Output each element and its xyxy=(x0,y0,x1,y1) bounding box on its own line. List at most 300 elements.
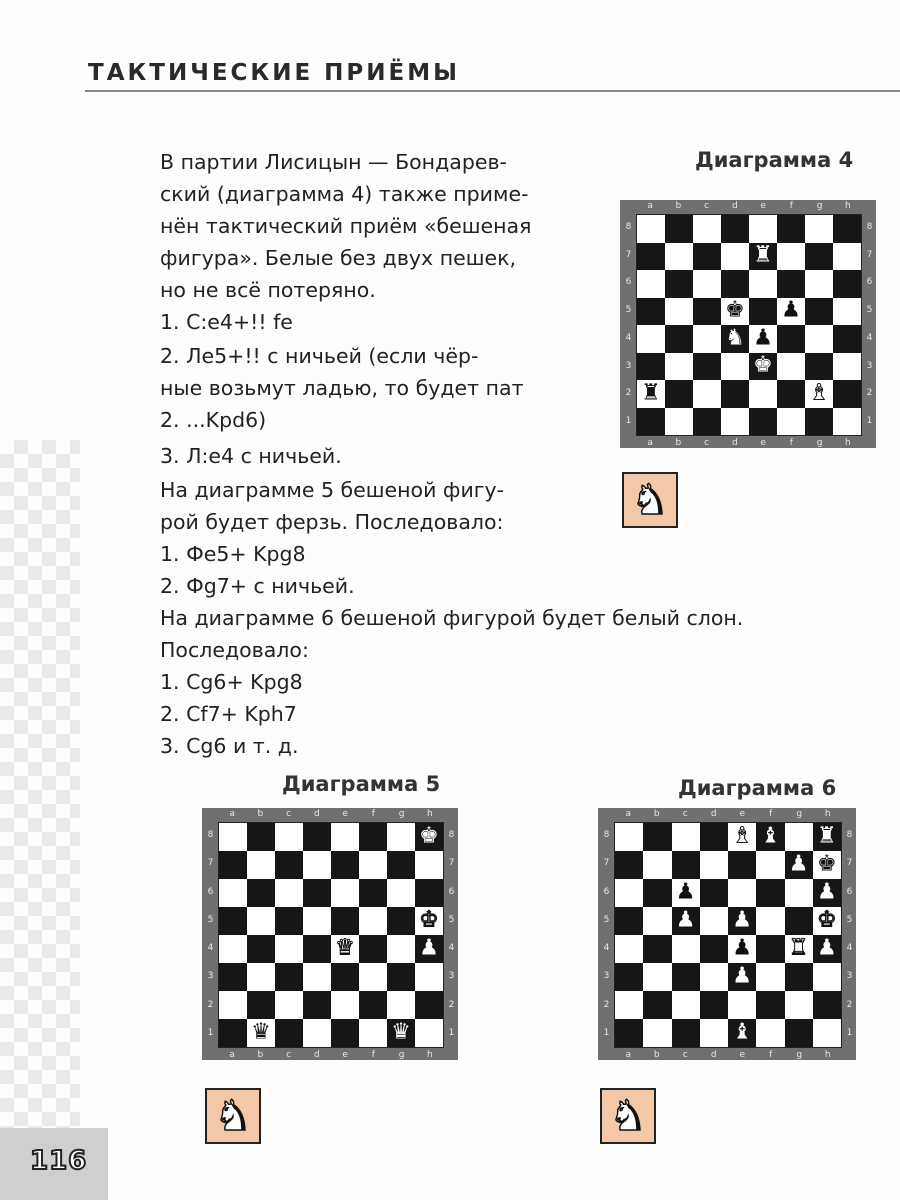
square-b7 xyxy=(665,243,693,271)
square-f6 xyxy=(359,879,387,907)
text-line: На диаграмме 5 бешеной фигу- xyxy=(160,478,505,502)
square-e4 xyxy=(749,325,777,353)
square-b8 xyxy=(247,823,275,851)
file-label: a xyxy=(625,809,631,819)
rank-label: 1 xyxy=(866,416,873,427)
square-b7 xyxy=(247,851,275,879)
rank-label: 7 xyxy=(448,858,455,869)
square-b4 xyxy=(247,935,275,963)
file-label: b xyxy=(257,1050,264,1060)
square-d1 xyxy=(700,1019,728,1047)
piece-c5: ♟ xyxy=(675,907,696,933)
square-d4 xyxy=(721,325,749,353)
square-b2 xyxy=(643,991,671,1019)
square-a1 xyxy=(637,408,665,436)
square-g8 xyxy=(387,823,415,851)
square-h6 xyxy=(833,270,861,298)
file-label: h xyxy=(824,1050,831,1060)
square-g1 xyxy=(387,1019,415,1047)
square-a1 xyxy=(615,1019,643,1047)
rank-label: 6 xyxy=(625,277,632,288)
piece-h4: ♟ xyxy=(419,935,439,961)
rank-label: 5 xyxy=(448,914,455,925)
square-d6 xyxy=(721,270,749,298)
text-line: ский (диаграмма 4) также приме- xyxy=(160,182,529,206)
square-b4 xyxy=(643,935,671,963)
square-e5 xyxy=(749,298,777,326)
file-label: e xyxy=(342,809,348,819)
square-b3 xyxy=(247,963,275,991)
rank-label: 7 xyxy=(866,249,873,260)
square-g2 xyxy=(785,991,813,1019)
piece-h6: ♟ xyxy=(817,879,837,905)
file-label: g xyxy=(398,1050,405,1060)
square-d4 xyxy=(700,935,728,963)
file-label: f xyxy=(371,809,375,819)
file-label: e xyxy=(760,201,766,211)
title-divider xyxy=(85,90,900,92)
piece-e4: ♟ xyxy=(753,325,773,351)
square-c6 xyxy=(672,879,700,907)
file-label: a xyxy=(229,1050,235,1060)
file-label: e xyxy=(342,1050,348,1060)
square-c5 xyxy=(693,298,721,326)
piece-h7: ♚ xyxy=(817,851,837,877)
rank-label: 1 xyxy=(625,416,632,427)
square-e4 xyxy=(728,935,756,963)
file-label: g xyxy=(796,809,803,819)
piece-d5: ♚ xyxy=(725,297,745,323)
square-g7 xyxy=(805,243,833,271)
square-b3 xyxy=(643,963,671,991)
square-f4 xyxy=(756,935,784,963)
square-g5 xyxy=(387,907,415,935)
square-e1 xyxy=(749,408,777,436)
square-e1 xyxy=(728,1019,756,1047)
square-f8 xyxy=(756,823,784,851)
rank-label: 2 xyxy=(603,999,610,1010)
piece-e4: ♟ xyxy=(732,935,752,961)
knight-icon: ♞ xyxy=(609,1091,647,1140)
square-g4 xyxy=(785,935,813,963)
square-g7 xyxy=(387,851,415,879)
move-line: 3. Л:е4 с ничьей. xyxy=(160,444,342,468)
rank-label: 5 xyxy=(866,305,873,316)
piece-f8: ♝ xyxy=(760,823,781,849)
text-line: фигура». Белые без двух пешек, xyxy=(160,246,516,270)
piece-e8: ♝ xyxy=(732,823,752,849)
piece-e5: ♟ xyxy=(732,907,752,933)
square-c6 xyxy=(693,270,721,298)
square-f1 xyxy=(756,1019,784,1047)
square-c3 xyxy=(275,963,303,991)
file-label: b xyxy=(653,1050,660,1060)
file-label: a xyxy=(625,1050,631,1060)
file-label: g xyxy=(816,438,823,448)
square-f4 xyxy=(777,325,805,353)
square-b1 xyxy=(643,1019,671,1047)
piece-e3: ♟ xyxy=(732,963,752,989)
piece-f5: ♟ xyxy=(781,297,801,323)
square-b5 xyxy=(665,298,693,326)
square-f5 xyxy=(777,298,805,326)
rank-label: 5 xyxy=(625,305,632,316)
file-label: g xyxy=(796,1050,803,1060)
file-label: a xyxy=(647,438,653,448)
file-label: f xyxy=(789,438,793,448)
square-a4 xyxy=(637,325,665,353)
rank-label: 8 xyxy=(207,830,214,841)
square-a2 xyxy=(615,991,643,1019)
square-f8 xyxy=(359,823,387,851)
move-line: 1. Фе5+ Kpg8 xyxy=(160,542,306,566)
square-f7 xyxy=(756,851,784,879)
square-a3 xyxy=(637,353,665,381)
file-label: b xyxy=(675,201,682,211)
file-label: f xyxy=(371,1050,375,1060)
square-a6 xyxy=(637,270,665,298)
square-b1 xyxy=(665,408,693,436)
square-g6 xyxy=(785,879,813,907)
square-d2 xyxy=(721,380,749,408)
text-line: В партии Лисицын — Бондарев- xyxy=(160,150,507,174)
file-label: h xyxy=(427,1050,433,1060)
square-d5 xyxy=(700,907,728,935)
rank-label: 7 xyxy=(603,858,610,869)
rank-label: 6 xyxy=(866,277,873,288)
square-g5 xyxy=(785,907,813,935)
file-label: c xyxy=(682,809,688,819)
file-label: h xyxy=(427,809,433,819)
square-g3 xyxy=(785,963,813,991)
square-c2 xyxy=(672,991,700,1019)
rank-label: 4 xyxy=(603,943,610,954)
square-d5 xyxy=(721,298,749,326)
square-c2 xyxy=(693,380,721,408)
square-h6 xyxy=(415,879,443,907)
square-a5 xyxy=(637,298,665,326)
square-c4 xyxy=(693,325,721,353)
piece-g2: ♝ xyxy=(809,380,829,406)
square-d1 xyxy=(303,1019,331,1047)
move-line: 1. С:е4+!! fe xyxy=(160,310,293,334)
file-label: d xyxy=(710,1050,717,1060)
file-label: e xyxy=(739,1050,746,1060)
square-e6 xyxy=(331,879,359,907)
file-label: f xyxy=(769,1050,773,1060)
square-a4 xyxy=(219,935,247,963)
piece-c6: ♟ xyxy=(675,879,696,905)
text-line: Последовало: xyxy=(160,638,309,662)
square-c7 xyxy=(275,851,303,879)
square-c6 xyxy=(275,879,303,907)
rank-label: 2 xyxy=(846,999,853,1010)
square-e4 xyxy=(331,935,359,963)
square-d7 xyxy=(721,243,749,271)
rank-label: 2 xyxy=(448,999,455,1010)
file-label: d xyxy=(314,809,320,819)
square-h3 xyxy=(833,353,861,381)
square-d6 xyxy=(303,879,331,907)
square-b6 xyxy=(643,879,671,907)
square-f2 xyxy=(359,991,387,1019)
square-h1 xyxy=(813,1019,841,1047)
piece-g4: ♜ xyxy=(788,935,809,961)
square-e8 xyxy=(749,215,777,243)
rank-label: 3 xyxy=(603,971,610,982)
move-line: 3. Cg6 и т. д. xyxy=(160,734,299,758)
knight-badge-diagram-5 xyxy=(205,1088,261,1144)
file-label: d xyxy=(732,201,738,211)
rank-label: 8 xyxy=(846,830,853,841)
square-c4 xyxy=(672,935,700,963)
rank-label: 1 xyxy=(603,1027,610,1038)
square-e7 xyxy=(331,851,359,879)
file-label: e xyxy=(760,438,766,448)
piece-e4: ♛ xyxy=(335,935,355,961)
square-h4 xyxy=(833,325,861,353)
square-f6 xyxy=(777,270,805,298)
text-line: но не всё потеряно. xyxy=(160,278,376,302)
paragraph-diagram-6 xyxy=(160,602,860,762)
rank-label: 2 xyxy=(866,388,873,399)
piece-h4: ♟ xyxy=(817,935,837,961)
rank-label: 3 xyxy=(625,360,632,371)
square-d8 xyxy=(700,823,728,851)
chessboard-diagram-5 xyxy=(218,822,444,1048)
square-f8 xyxy=(777,215,805,243)
file-label: c xyxy=(704,438,710,448)
square-b8 xyxy=(643,823,671,851)
square-b2 xyxy=(247,991,275,1019)
file-label: h xyxy=(845,438,851,448)
piece-h5: ♚ xyxy=(419,907,439,933)
square-g4 xyxy=(805,325,833,353)
rank-label: 8 xyxy=(603,830,610,841)
square-a7 xyxy=(637,243,665,271)
square-c1 xyxy=(275,1019,303,1047)
diagram-5-label: Диаграмма 5 xyxy=(282,772,441,796)
piece-e1: ♝ xyxy=(732,1019,752,1045)
file-label: g xyxy=(816,201,823,211)
square-a2 xyxy=(219,991,247,1019)
move-line: 1. Cg6+ Kpg8 xyxy=(160,670,303,694)
square-e3 xyxy=(331,963,359,991)
square-c1 xyxy=(672,1019,700,1047)
square-a8 xyxy=(615,823,643,851)
chessboard-diagram-4 xyxy=(636,214,862,436)
section-title: ТАКТИЧЕСКИЕ ПРИЁМЫ xyxy=(88,60,460,86)
knight-badge-diagram-6 xyxy=(600,1088,656,1144)
square-h7 xyxy=(415,851,443,879)
paragraph-diagram-5 xyxy=(160,474,600,602)
square-b5 xyxy=(643,907,671,935)
square-b6 xyxy=(247,879,275,907)
piece-h5: ♚ xyxy=(817,907,837,933)
piece-e7: ♜ xyxy=(753,242,773,268)
square-d6 xyxy=(700,879,728,907)
square-f5 xyxy=(756,907,784,935)
square-h3 xyxy=(415,963,443,991)
rank-label: 5 xyxy=(846,914,853,925)
square-e8 xyxy=(728,823,756,851)
rank-label: 7 xyxy=(846,858,853,869)
rank-label: 8 xyxy=(625,221,632,232)
text-line: рой будет ферзь. Последовало: xyxy=(160,510,504,534)
square-a6 xyxy=(219,879,247,907)
square-b8 xyxy=(665,215,693,243)
rank-label: 1 xyxy=(448,1027,455,1038)
file-label: h xyxy=(824,809,831,819)
move-line: 2. Ле5+!! с ничьей (если чёр- xyxy=(160,344,479,368)
square-d3 xyxy=(721,353,749,381)
rank-label: 6 xyxy=(603,886,610,897)
square-c3 xyxy=(693,353,721,381)
square-b1 xyxy=(247,1019,275,1047)
square-g1 xyxy=(805,408,833,436)
square-b3 xyxy=(665,353,693,381)
move-line: 2. ...Kpd6) xyxy=(160,408,267,432)
square-b4 xyxy=(665,325,693,353)
square-e5 xyxy=(331,907,359,935)
piece-a2: ♜ xyxy=(641,380,661,406)
square-b6 xyxy=(665,270,693,298)
rank-label: 4 xyxy=(625,332,632,343)
square-e1 xyxy=(331,1019,359,1047)
square-f2 xyxy=(777,380,805,408)
rank-label: 6 xyxy=(846,886,853,897)
square-a8 xyxy=(637,215,665,243)
square-c5 xyxy=(275,907,303,935)
square-e3 xyxy=(749,353,777,381)
file-label: c xyxy=(682,1050,688,1060)
square-f2 xyxy=(756,991,784,1019)
text-line: На диаграмме 6 бешеной фигурой будет белый слон. xyxy=(160,606,744,630)
square-h5 xyxy=(415,907,443,935)
square-h4 xyxy=(813,935,841,963)
square-a5 xyxy=(219,907,247,935)
square-g3 xyxy=(805,353,833,381)
rank-label: 8 xyxy=(866,221,873,232)
square-h3 xyxy=(813,963,841,991)
square-g6 xyxy=(387,879,415,907)
square-h5 xyxy=(833,298,861,326)
square-d2 xyxy=(700,991,728,1019)
rank-label: 6 xyxy=(448,886,455,897)
rank-label: 5 xyxy=(603,914,610,925)
square-e8 xyxy=(331,823,359,851)
rank-label: 3 xyxy=(207,971,214,982)
rank-label: 3 xyxy=(846,971,853,982)
square-e5 xyxy=(728,907,756,935)
square-e6 xyxy=(728,879,756,907)
file-label: e xyxy=(739,809,746,819)
square-f7 xyxy=(777,243,805,271)
square-c8 xyxy=(672,823,700,851)
piece-b1: ♛ xyxy=(251,1019,271,1045)
rank-label: 6 xyxy=(207,886,214,897)
rank-label: 4 xyxy=(866,332,873,343)
square-d3 xyxy=(303,963,331,991)
square-h2 xyxy=(415,991,443,1019)
square-f6 xyxy=(756,879,784,907)
move-line: ные возьмут ладью, то будет пат xyxy=(160,376,524,400)
knight-icon: ♞ xyxy=(214,1091,252,1140)
file-label: a xyxy=(229,809,235,819)
chessboard-diagram-6 xyxy=(614,822,842,1048)
square-f3 xyxy=(777,353,805,381)
rank-label: 3 xyxy=(866,360,873,371)
square-c4 xyxy=(275,935,303,963)
square-c7 xyxy=(672,851,700,879)
square-e2 xyxy=(331,991,359,1019)
square-h1 xyxy=(833,408,861,436)
square-f3 xyxy=(359,963,387,991)
rank-label: 1 xyxy=(846,1027,853,1038)
square-h4 xyxy=(415,935,443,963)
square-c8 xyxy=(275,823,303,851)
square-e3 xyxy=(728,963,756,991)
square-d2 xyxy=(303,991,331,1019)
piece-g1: ♛ xyxy=(391,1019,411,1045)
square-h6 xyxy=(813,879,841,907)
square-f7 xyxy=(359,851,387,879)
square-h8 xyxy=(833,215,861,243)
piece-h8: ♜ xyxy=(817,823,837,849)
square-g8 xyxy=(805,215,833,243)
knight-badge-diagram-4 xyxy=(622,472,678,528)
rank-label: 2 xyxy=(625,388,632,399)
square-c5 xyxy=(672,907,700,935)
square-e7 xyxy=(728,851,756,879)
square-h8 xyxy=(813,823,841,851)
text-line: нён тактический приём «бешеная xyxy=(160,214,532,238)
square-h1 xyxy=(415,1019,443,1047)
move-line: 2. Фg7+ с ничьей. xyxy=(160,574,355,598)
rank-label: 1 xyxy=(207,1027,214,1038)
square-c7 xyxy=(693,243,721,271)
square-a7 xyxy=(615,851,643,879)
square-a4 xyxy=(615,935,643,963)
square-h8 xyxy=(415,823,443,851)
square-h7 xyxy=(833,243,861,271)
square-a3 xyxy=(615,963,643,991)
rank-label: 4 xyxy=(448,943,455,954)
square-g6 xyxy=(805,270,833,298)
square-c3 xyxy=(672,963,700,991)
intro-paragraph xyxy=(160,146,590,306)
square-g1 xyxy=(785,1019,813,1047)
square-d8 xyxy=(303,823,331,851)
rank-label: 7 xyxy=(207,858,214,869)
rank-label: 7 xyxy=(625,249,632,260)
square-b5 xyxy=(247,907,275,935)
square-c2 xyxy=(275,991,303,1019)
file-label: g xyxy=(398,809,405,819)
rank-label: 4 xyxy=(207,943,214,954)
square-h2 xyxy=(833,380,861,408)
square-c1 xyxy=(693,408,721,436)
square-e6 xyxy=(749,270,777,298)
file-label: b xyxy=(653,809,660,819)
square-e2 xyxy=(749,380,777,408)
square-e7 xyxy=(749,243,777,271)
file-label: f xyxy=(769,809,773,819)
square-a2 xyxy=(637,380,665,408)
square-a8 xyxy=(219,823,247,851)
square-b2 xyxy=(665,380,693,408)
square-f3 xyxy=(756,963,784,991)
